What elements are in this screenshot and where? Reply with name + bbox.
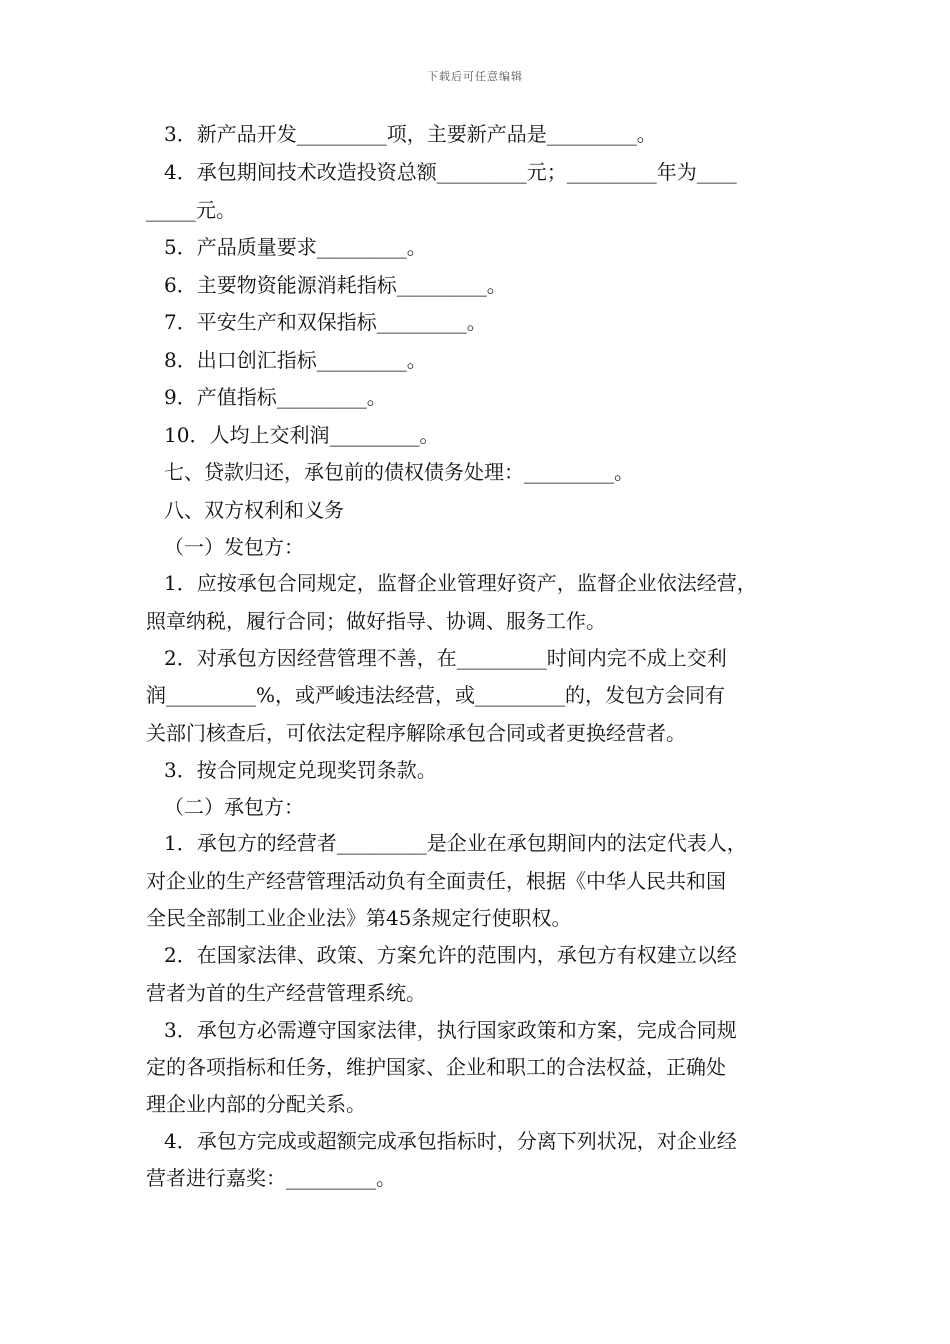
- text-line: 1．承包方的经营者_________是企业在承包期间内的法定代表人，: [164, 831, 747, 855]
- text-line: 3．承包方必需遵守国家法律，执行国家政策和方案，完成合同规: [164, 1018, 737, 1042]
- text-line: 关部门核查后，可依法定程序解除承包合同或者更换经营者。: [146, 721, 686, 745]
- text-line: 八、双方权利和义务: [164, 498, 344, 522]
- text-line: 4．承包方完成或超额完成承包指标时，分离下列状况，对企业经: [164, 1129, 737, 1153]
- text-line: 照章纳税，履行合同；做好指导、协调、服务工作。: [146, 609, 606, 633]
- text-line: 4．承包期间技术改造投资总额_________元；_________年为____: [164, 160, 737, 184]
- text-line: 营者进行嘉奖：_________。: [146, 1166, 396, 1190]
- page-header: 下载后可任意编辑: [427, 70, 523, 83]
- text-line: 营者为首的生产经营管理系统。: [146, 981, 426, 1005]
- text-line: 3．新产品开发_________项，主要新产品是_________。: [164, 122, 657, 146]
- text-line: 对企业的生产经营管理活动负有全面责任，根据《中华人民共和国: [146, 869, 726, 893]
- text-line: 润_________%，或严峻违法经营，或_________的，发包方会同有: [146, 683, 726, 707]
- text-line: 全民全部制工业企业法》第45条规定行使职权。: [146, 906, 572, 930]
- text-line: 2．对承包方因经营管理不善，在_________时间内完不成上交利: [164, 646, 727, 670]
- text-line: 7．平安生产和双保指标_________。: [164, 310, 487, 334]
- text-line: 定的各项指标和任务，维护国家、企业和职工的合法权益，正确处: [146, 1055, 726, 1079]
- text-line: 理企业内部的分配关系。: [146, 1092, 366, 1116]
- text-line: 2．在国家法律、政策、方案允许的范围内，承包方有权建立以经: [164, 943, 737, 967]
- text-line: 10．人均上交利润_________。: [164, 423, 440, 447]
- text-line: 3．按合同规定兑现奖罚条款。: [164, 758, 437, 782]
- text-line: _____元。: [146, 198, 236, 222]
- text-line: 1．应按承包合同规定，监督企业管理好资产，监督企业依法经营，: [164, 571, 757, 595]
- text-line: （一）发包方：: [164, 535, 304, 559]
- text-line: 七、贷款归还，承包前的债权债务处理：_________。: [164, 460, 634, 484]
- text-line: （二）承包方：: [164, 795, 304, 819]
- text-line: 9．产值指标_________。: [164, 385, 387, 409]
- text-line: 8．出口创汇指标_________。: [164, 348, 427, 372]
- text-line: 6．主要物资能源消耗指标_________。: [164, 273, 507, 297]
- text-line: 5．产品质量要求_________。: [164, 235, 427, 259]
